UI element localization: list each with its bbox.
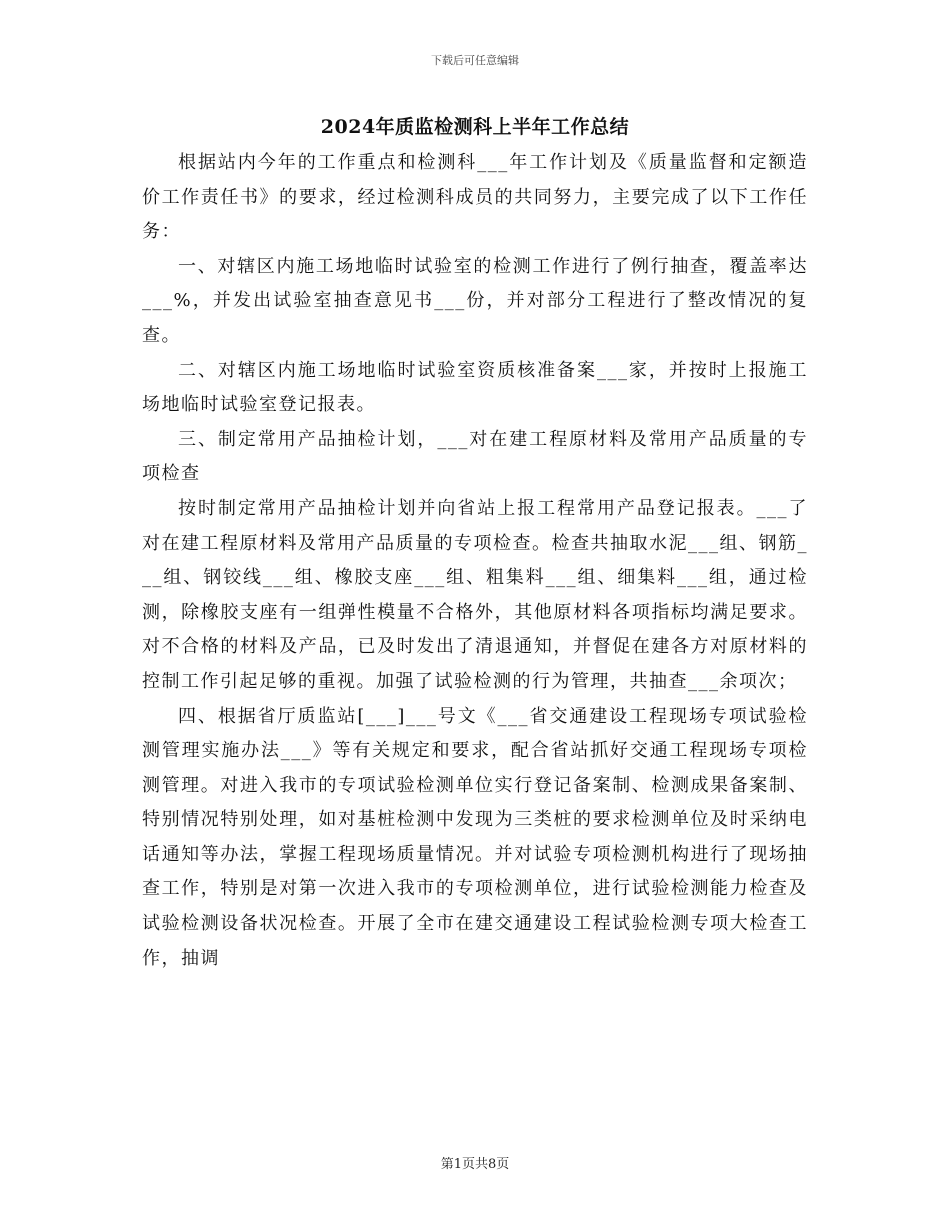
paragraph-item-4: 四、根据省厅质监站[___]___号文《___省交通建设工程现场专项试验检测管理实施办法___》等有关规定和要求，配合省站抓好交通工程现场专项检测管理。对进入我市的专项试验检测单位实行登记备案制、检测成果备案制、特别情况特别处理，如对基桩检测中发现为三类桩的要求检测单位及时采纳电话通知等办法，掌握工程现场质量情况。并对试验专项检测机构进行了现场抽查工作，特别是对第一次进入我市的专项检测单位，进行试验检测能力检查及试验检测设备状况检查。开展了全市在建交通建设工程试验检测专项大检查工作，抽调 [142, 705, 808, 969]
paragraph-item-1: 一、对辖区内施工场地临时试验室的检测工作进行了例行抽查，覆盖率达___%，并发出试验室抽查意见书___份，并对部分工程进行了整改情况的复查。 [142, 255, 808, 346]
paragraph-item-3-detail: 按时制定常用产品抽检计划并向省站上报工程常用产品登记报表。___了对在建工程原材料及常用产品质量的专项检查。检查共抽取水泥___组、钢筋___组、钢铰线___组、橡胶支座___组、粗集料___组、细集料___组，通过检测，除橡胶支座有一组弹性模量不合格外，其他原材料各项指标均满足要求。对不合格的材料及产品，已及时发出了清退通知，并督促在建各方对原材料的控制工作引起足够的重视。加强了试验检测的行为管理，共抽查___余项次； [142, 497, 808, 692]
page-header-note: 下载后可任意编辑 [431, 54, 519, 67]
page-number: 第1页共8页 [440, 1157, 510, 1172]
document-body [142, 146, 808, 976]
paragraph-item-2: 二、对辖区内施工场地临时试验室资质核准备案___家，并按时上报施工场地临时试验室登记报表。 [142, 359, 808, 416]
paragraph-item-3: 三、制定常用产品抽检计划，___对在建工程原材料及常用产品质量的专项检查 [142, 428, 808, 485]
document-title: 2024年质监检测科上半年工作总结 [320, 116, 630, 138]
paragraph-intro: 根据站内今年的工作重点和检测科___年工作计划及《质量监督和定额造价工作责任书》的要求，经过检测科成员的共同努力，主要完成了以下工作任务： [142, 152, 808, 243]
